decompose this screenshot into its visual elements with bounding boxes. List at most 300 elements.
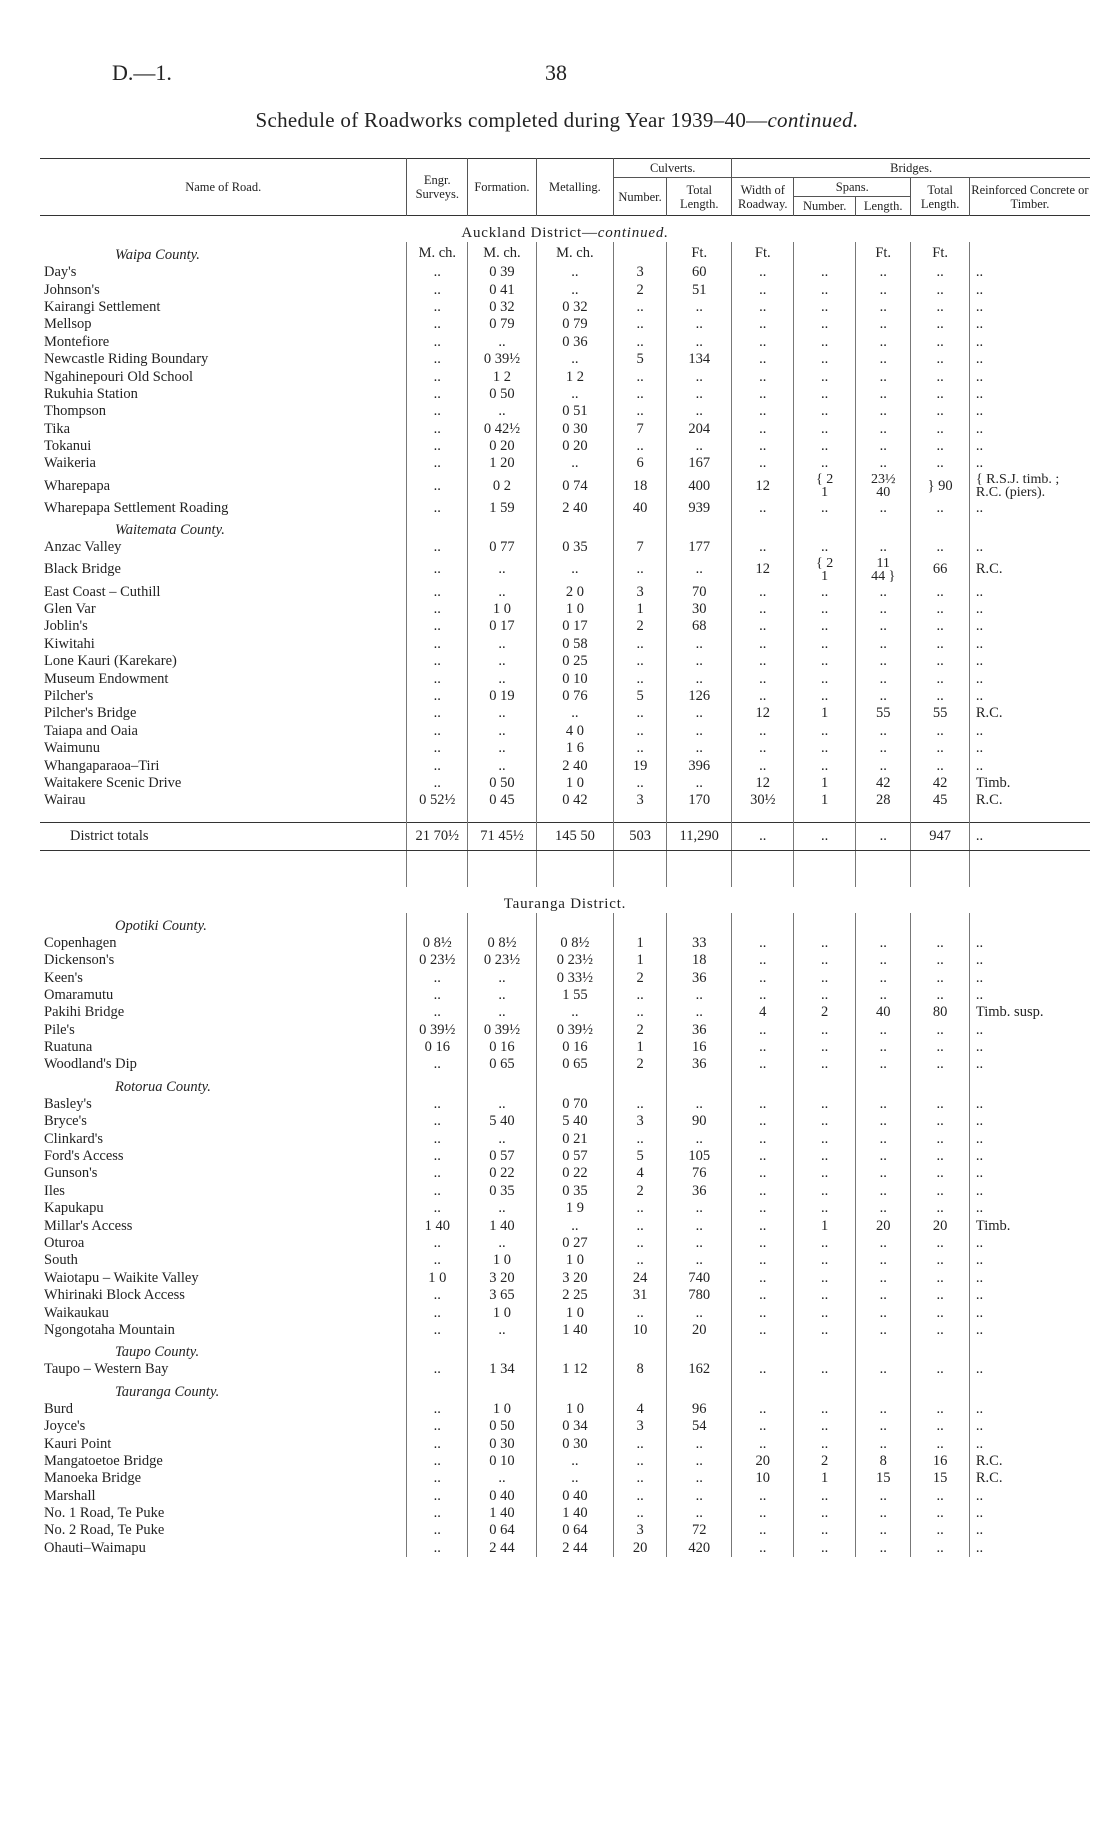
spacer-cell xyxy=(911,863,970,875)
engr-surveys-cell: .. xyxy=(407,556,468,583)
span-length-cell: .. xyxy=(856,1418,911,1435)
road-name: Pilcher's xyxy=(44,688,94,704)
road-name-cell xyxy=(40,775,407,792)
span-length-cell: .. xyxy=(856,1148,911,1165)
table-row xyxy=(40,438,1090,455)
span-number-cell: .. xyxy=(794,539,856,556)
road-name: Gunson's xyxy=(44,1165,98,1182)
total-length-cell: .. xyxy=(911,539,970,556)
rc-timber-cell: .. xyxy=(969,636,1090,653)
span-number-cell: .. xyxy=(794,636,856,653)
width-cell: .. xyxy=(732,1130,794,1147)
header-rc-or-timber: Reinforced Concrete or Timber. xyxy=(969,178,1090,216)
rc-timber-cell: .. xyxy=(969,539,1090,556)
metalling-cell: 1 0 xyxy=(536,775,613,792)
table-cell xyxy=(969,1074,1090,1096)
formation-cell: 1 20 xyxy=(468,455,537,472)
rc-timber-cell: R.C. xyxy=(969,1453,1090,1470)
rc-timber-cell: .. xyxy=(969,740,1090,757)
total-length-cell: 15 xyxy=(911,1470,970,1487)
span-number-cell: .. xyxy=(794,1322,856,1339)
engr-surveys-cell: .. xyxy=(407,670,468,687)
header-culvert-length: Total Length. xyxy=(667,178,732,216)
engr-surveys-cell: .. xyxy=(407,473,468,500)
span-length-cell: .. xyxy=(856,438,911,455)
rc-timber-cell: .. xyxy=(969,1096,1090,1113)
road-name-cell xyxy=(40,316,407,333)
engr-surveys-cell: .. xyxy=(407,1304,468,1321)
culvert-number-cell: 503 xyxy=(614,822,667,850)
formation-cell: 0 50 xyxy=(468,775,537,792)
table-cell xyxy=(468,1339,537,1361)
total-length-cell: .. xyxy=(911,601,970,618)
engr-surveys-cell: .. xyxy=(407,1540,468,1557)
total-length-cell: .. xyxy=(911,1487,970,1504)
span-number-cell: .. xyxy=(794,1361,856,1378)
engr-surveys-cell: .. xyxy=(407,455,468,472)
table-row xyxy=(40,1470,1090,1487)
table-row xyxy=(40,403,1090,420)
engr-surveys-cell: .. xyxy=(407,583,468,600)
rc-timber-cell xyxy=(969,473,1090,500)
span-length-cell: .. xyxy=(856,1113,911,1130)
metalling-cell: 0 51 xyxy=(536,403,613,420)
culvert-length-cell: .. xyxy=(667,299,732,316)
culvert-length-cell: .. xyxy=(667,670,732,687)
table-row xyxy=(40,618,1090,635)
table-row xyxy=(40,1056,1090,1073)
span-length-cell: .. xyxy=(856,264,911,281)
engr-surveys-cell: 1 0 xyxy=(407,1270,468,1287)
span-number-cell: .. xyxy=(794,1165,856,1182)
metalling-cell: 1 0 xyxy=(536,1252,613,1269)
formation-cell: .. xyxy=(468,1470,537,1487)
span-number-cell: .. xyxy=(794,1401,856,1418)
table-row xyxy=(40,1522,1090,1539)
culvert-length-cell: 70 xyxy=(667,583,732,600)
district-totals-row xyxy=(40,822,1090,850)
span-length-cell: .. xyxy=(856,1361,911,1378)
culvert-number-cell: 7 xyxy=(614,539,667,556)
rc-timber-cell: .. xyxy=(969,618,1090,635)
table-cell xyxy=(911,1379,970,1401)
metalling-cell: 0 30 xyxy=(536,1435,613,1452)
road-name-cell xyxy=(40,583,407,600)
span-length-cell: .. xyxy=(856,670,911,687)
table-row xyxy=(40,1270,1090,1287)
formation-cell: 0 64 xyxy=(468,1522,537,1539)
rc-timber-cell: .. xyxy=(969,757,1090,774)
spacer-row xyxy=(40,810,1090,823)
road-name: Museum Endowment xyxy=(44,670,169,687)
culvert-number-cell: 4 xyxy=(614,1401,667,1418)
width-cell: .. xyxy=(732,1113,794,1130)
header-span-number: Number. xyxy=(794,197,856,216)
spacer-cell xyxy=(40,863,407,875)
metalling-cell: 0 39½ xyxy=(536,1022,613,1039)
culvert-number-cell: 5 xyxy=(614,351,667,368)
culvert-number-cell: 5 xyxy=(614,688,667,705)
total-length-cell: .. xyxy=(911,952,970,969)
culvert-length-cell: 68 xyxy=(667,618,732,635)
total-length-cell: .. xyxy=(911,316,970,333)
formation-cell: 1 0 xyxy=(468,1304,537,1321)
total-length-cell: .. xyxy=(911,351,970,368)
engr-surveys-cell: .. xyxy=(407,969,468,986)
culvert-number-cell: 1 xyxy=(614,952,667,969)
engr-surveys-cell: .. xyxy=(407,1130,468,1147)
culvert-length-cell: .. xyxy=(667,775,732,792)
road-name-cell xyxy=(40,1470,407,1487)
road-name: Waitakere Scenic Drive xyxy=(44,774,182,791)
culvert-number-cell: 20 xyxy=(614,1540,667,1557)
metalling-cell: 0 32 xyxy=(536,299,613,316)
culvert-number-cell: .. xyxy=(614,386,667,403)
span-length-cell: 42 xyxy=(856,775,911,792)
district-heading xyxy=(40,216,1090,243)
culvert-number-cell: .. xyxy=(614,1453,667,1470)
table-row xyxy=(40,583,1090,600)
rc-timber-cell: .. xyxy=(969,969,1090,986)
header-span-length: Length. xyxy=(856,197,911,216)
span-length-cell: .. xyxy=(856,421,911,438)
total-length-cell: 20 xyxy=(911,1217,970,1234)
engr-surveys-cell: .. xyxy=(407,723,468,740)
table-cell xyxy=(794,1339,856,1361)
span-length-cell: .. xyxy=(856,653,911,670)
spacer-cell xyxy=(667,850,732,863)
road-name-cell xyxy=(40,670,407,687)
width-cell: .. xyxy=(732,1252,794,1269)
rc-timber-cell: .. xyxy=(969,334,1090,351)
table-cell xyxy=(794,913,856,935)
metalling-cell: 0 8½ xyxy=(536,935,613,952)
table-row xyxy=(40,1004,1090,1021)
roadworks-schedule-table xyxy=(40,158,1090,1557)
road-name: Waikaukau xyxy=(44,1304,109,1321)
road-name-cell xyxy=(40,1270,407,1287)
culvert-length-cell: .. xyxy=(667,368,732,385)
road-name-cell xyxy=(40,636,407,653)
county-heading-row xyxy=(40,1339,1090,1361)
road-name: Pile's xyxy=(44,1021,75,1038)
table-row xyxy=(40,299,1090,316)
formation-cell: 0 77 xyxy=(468,539,537,556)
width-cell: .. xyxy=(732,636,794,653)
metalling-cell: 0 58 xyxy=(536,636,613,653)
culvert-length-cell: 72 xyxy=(667,1522,732,1539)
metalling-cell: 1 55 xyxy=(536,987,613,1004)
span-length-cell: .. xyxy=(856,935,911,952)
engr-surveys-cell: 0 39½ xyxy=(407,1022,468,1039)
metalling-cell: 0 16 xyxy=(536,1039,613,1056)
span-length-cell: 8 xyxy=(856,1453,911,1470)
rc-timber-cell: .. xyxy=(969,368,1090,385)
road-name-cell xyxy=(40,403,407,420)
span-length-cell: .. xyxy=(856,723,911,740)
width-cell: .. xyxy=(732,351,794,368)
total-length-cell: .. xyxy=(911,1322,970,1339)
span-number-cell: .. xyxy=(794,723,856,740)
span-length-cell: .. xyxy=(856,1270,911,1287)
table-row xyxy=(40,601,1090,618)
rc-timber-cell: .. xyxy=(969,351,1090,368)
formation-cell: .. xyxy=(468,705,537,722)
table-row xyxy=(40,1322,1090,1339)
width-cell: .. xyxy=(732,1200,794,1217)
metalling-cell: 3 20 xyxy=(536,1270,613,1287)
header-bridges: Bridges. xyxy=(732,159,1090,178)
road-name-cell xyxy=(40,334,407,351)
span-length-cell: .. xyxy=(856,386,911,403)
span-number-cell: .. xyxy=(794,386,856,403)
engr-surveys-cell: .. xyxy=(407,1200,468,1217)
metalling-cell: 1 0 xyxy=(536,1401,613,1418)
unit-label xyxy=(969,242,1090,264)
width-cell: .. xyxy=(732,1235,794,1252)
culvert-number-cell: 3 xyxy=(614,1113,667,1130)
span-length-cell: .. xyxy=(856,1165,911,1182)
culvert-number-cell: 4 xyxy=(614,1165,667,1182)
width-cell: .. xyxy=(732,1505,794,1522)
width-cell: .. xyxy=(732,539,794,556)
culvert-length-cell: 167 xyxy=(667,455,732,472)
culvert-length-cell: .. xyxy=(667,1453,732,1470)
culvert-number-cell: 3 xyxy=(614,264,667,281)
table-cell xyxy=(468,1379,537,1401)
formation-cell: 0 2 xyxy=(468,473,537,500)
stacked-value: 11 xyxy=(876,556,890,571)
road-name-cell xyxy=(40,1130,407,1147)
formation-cell: 1 2 xyxy=(468,368,537,385)
metalling-cell: 0 34 xyxy=(536,1418,613,1435)
engr-surveys-cell: .. xyxy=(407,987,468,1004)
road-name-cell xyxy=(40,455,407,472)
formation-cell: .. xyxy=(468,723,537,740)
spacer-cell xyxy=(969,810,1090,823)
span-number-cell: .. xyxy=(794,952,856,969)
district-title-continued: continued. xyxy=(597,225,669,241)
culvert-length-cell: 54 xyxy=(667,1418,732,1435)
road-name-cell xyxy=(40,653,407,670)
spacer-cell xyxy=(407,863,468,875)
table-row xyxy=(40,1096,1090,1113)
span-length-cell: .. xyxy=(856,987,911,1004)
total-length-cell: .. xyxy=(911,723,970,740)
width-cell: .. xyxy=(732,1183,794,1200)
rc-timber-cell: .. xyxy=(969,299,1090,316)
spacer-cell xyxy=(969,850,1090,863)
culvert-number-cell: 8 xyxy=(614,1361,667,1378)
engr-surveys-cell: .. xyxy=(407,1453,468,1470)
span-length-cell: .. xyxy=(856,1022,911,1039)
engr-surveys-cell: .. xyxy=(407,1148,468,1165)
span-number-cell xyxy=(794,556,856,583)
spacer-cell xyxy=(969,875,1090,887)
width-cell: .. xyxy=(732,281,794,298)
road-name-cell xyxy=(40,299,407,316)
table-row xyxy=(40,1453,1090,1470)
total-length-cell: .. xyxy=(911,1130,970,1147)
culvert-length-cell: .. xyxy=(667,987,732,1004)
table-row xyxy=(40,334,1090,351)
road-name: Bryce's xyxy=(44,1113,87,1130)
span-length-cell: .. xyxy=(856,636,911,653)
span-length-cell: .. xyxy=(856,281,911,298)
culvert-length-cell: .. xyxy=(667,705,732,722)
table-body xyxy=(40,216,1090,1558)
unit-label xyxy=(794,242,856,264)
unit-label: M. ch. xyxy=(407,242,468,264)
width-cell: .. xyxy=(732,1148,794,1165)
formation-cell: 0 19 xyxy=(468,688,537,705)
width-cell: .. xyxy=(732,583,794,600)
road-name: Marshall xyxy=(44,1487,96,1504)
culvert-number-cell: 18 xyxy=(614,473,667,500)
county-heading-row xyxy=(40,517,1090,539)
culvert-number-cell: .. xyxy=(614,1304,667,1321)
metalling-cell: 2 40 xyxy=(536,757,613,774)
engr-surveys-cell: 0 23½ xyxy=(407,952,468,969)
engr-surveys-cell: 0 16 xyxy=(407,1039,468,1056)
total-length-cell: .. xyxy=(911,987,970,1004)
span-number-cell: .. xyxy=(794,1148,856,1165)
metalling-cell: 0 22 xyxy=(536,1165,613,1182)
road-name-cell xyxy=(40,1113,407,1130)
spacer-cell xyxy=(468,875,537,887)
table-row xyxy=(40,351,1090,368)
culvert-length-cell: .. xyxy=(667,1470,732,1487)
metalling-cell: .. xyxy=(536,1217,613,1234)
total-length-cell: .. xyxy=(911,1200,970,1217)
table-cell xyxy=(407,1074,468,1096)
span-number-cell: .. xyxy=(794,1200,856,1217)
rc-timber-cell: .. xyxy=(969,1487,1090,1504)
span-length-cell: .. xyxy=(856,618,911,635)
formation-cell: 0 22 xyxy=(468,1165,537,1182)
table-cell xyxy=(536,1339,613,1361)
culvert-number-cell: .. xyxy=(614,438,667,455)
culvert-number-cell: 1 xyxy=(614,935,667,952)
table-row xyxy=(40,386,1090,403)
road-name-cell xyxy=(40,1200,407,1217)
rc-timber-cell: .. xyxy=(969,386,1090,403)
formation-cell: 5 40 xyxy=(468,1113,537,1130)
road-name-cell xyxy=(40,1453,407,1470)
engr-surveys-cell: .. xyxy=(407,1435,468,1452)
total-length-cell: .. xyxy=(911,757,970,774)
road-name-cell xyxy=(40,822,407,850)
formation-cell: 0 10 xyxy=(468,1453,537,1470)
rc-timber-cell: R.C. xyxy=(969,1470,1090,1487)
culvert-number-cell: 7 xyxy=(614,421,667,438)
table-row xyxy=(40,1505,1090,1522)
road-name: Waikeria xyxy=(44,455,96,472)
span-number-cell: .. xyxy=(794,1130,856,1147)
road-name-cell xyxy=(40,1522,407,1539)
span-number-cell: .. xyxy=(794,264,856,281)
road-name-cell xyxy=(40,473,407,500)
rc-timber-cell: .. xyxy=(969,1322,1090,1339)
formation-cell: .. xyxy=(468,740,537,757)
road-name: South xyxy=(44,1252,78,1269)
table-cell xyxy=(667,1074,732,1096)
culvert-number-cell: 3 xyxy=(614,583,667,600)
spacer-row xyxy=(40,850,1090,863)
road-name-cell xyxy=(40,1183,407,1200)
culvert-length-cell: .. xyxy=(667,1130,732,1147)
span-length-cell: .. xyxy=(856,740,911,757)
culvert-number-cell: .. xyxy=(614,1235,667,1252)
culvert-number-cell: 40 xyxy=(614,500,667,517)
document-series: D.—1. xyxy=(112,60,172,85)
county-name: Rotorua County. xyxy=(115,1078,211,1095)
spacer-cell xyxy=(969,863,1090,875)
road-name: Ngahinepouri Old School xyxy=(44,368,194,385)
metalling-cell: .. xyxy=(536,351,613,368)
unit-label: Ft. xyxy=(667,242,732,264)
road-name: Waimunu xyxy=(44,740,101,757)
rc-timber-cell: .. xyxy=(969,822,1090,850)
total-length-cell: .. xyxy=(911,653,970,670)
width-cell: .. xyxy=(732,670,794,687)
culvert-length-cell: 170 xyxy=(667,792,732,809)
culvert-number-cell: .. xyxy=(614,670,667,687)
metalling-cell: 0 40 xyxy=(536,1487,613,1504)
metalling-cell: 0 30 xyxy=(536,421,613,438)
header-spans: Spans. xyxy=(794,178,911,197)
road-name-cell xyxy=(40,740,407,757)
culvert-number-cell: .. xyxy=(614,653,667,670)
district-heading xyxy=(40,887,1090,913)
engr-surveys-cell: .. xyxy=(407,688,468,705)
county-name: Waipa County. xyxy=(115,247,200,263)
culvert-length-cell: .. xyxy=(667,1200,732,1217)
table-row xyxy=(40,264,1090,281)
formation-cell: .. xyxy=(468,334,537,351)
road-name-cell xyxy=(40,264,407,281)
road-name-cell xyxy=(40,987,407,1004)
total-length-cell: .. xyxy=(911,500,970,517)
county-name: Waitemata County. xyxy=(115,522,225,539)
culvert-length-cell: .. xyxy=(667,653,732,670)
road-name: Keen's xyxy=(44,969,83,986)
spacer-cell xyxy=(536,875,613,887)
metalling-cell: .. xyxy=(536,281,613,298)
culvert-number-cell: .. xyxy=(614,334,667,351)
total-length-cell: .. xyxy=(911,1270,970,1287)
county-name: Opotiki County. xyxy=(115,917,207,934)
spacer-cell xyxy=(536,810,613,823)
formation-cell: 1 0 xyxy=(468,1252,537,1269)
header-name-of-road: Name of Road. xyxy=(185,180,262,194)
rc-timber-cell: .. xyxy=(969,403,1090,420)
road-name-cell xyxy=(40,935,407,952)
span-number-cell: .. xyxy=(794,653,856,670)
rc-timber-cell: .. xyxy=(969,952,1090,969)
table-row xyxy=(40,1401,1090,1418)
metalling-cell: 2 25 xyxy=(536,1287,613,1304)
width-cell: .. xyxy=(732,601,794,618)
span-length-cell: .. xyxy=(856,1039,911,1056)
span-number-cell: .. xyxy=(794,1435,856,1452)
culvert-length-cell: .. xyxy=(667,1304,732,1321)
culvert-length-cell: 36 xyxy=(667,1183,732,1200)
span-number-cell: .. xyxy=(794,1096,856,1113)
culvert-length-cell: .. xyxy=(667,740,732,757)
culvert-number-cell: .. xyxy=(614,299,667,316)
engr-surveys-cell: .. xyxy=(407,1470,468,1487)
